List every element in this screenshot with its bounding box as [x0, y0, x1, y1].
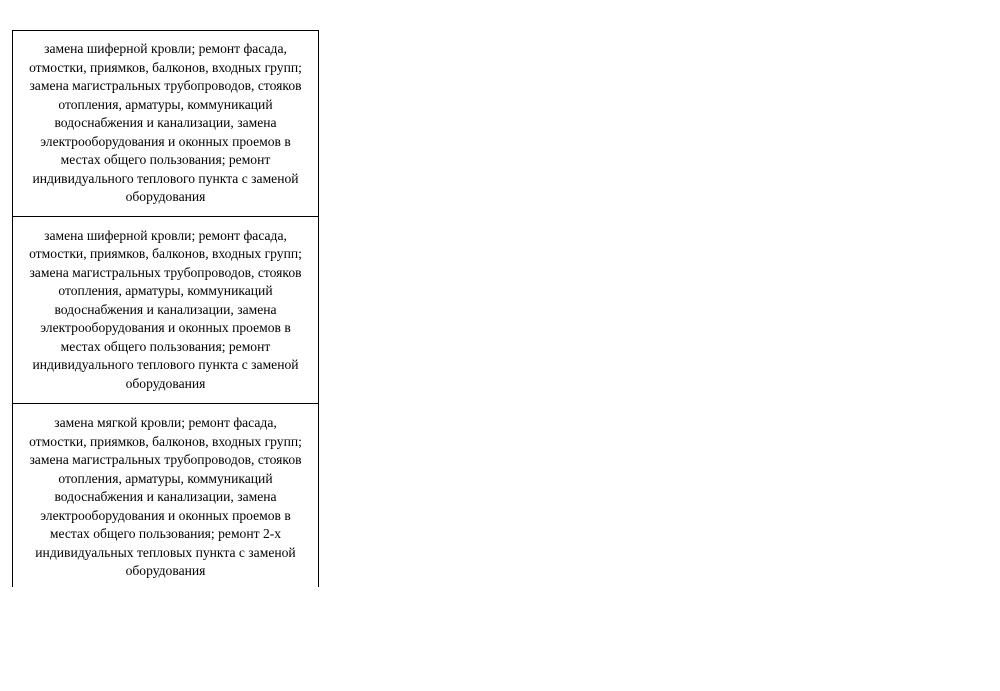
- table-body: [13, 31, 319, 587]
- work-description-table: [12, 30, 319, 587]
- table-row: [13, 31, 319, 217]
- cell-text: замена мягкой кровли; ремонт фасада, отмостки, приямков, балконов, входных групп; замена магистральных трубопроводов, стояков отопления, арматуры, коммуникаций водоснабжения и канализации, замена электрооборудования и оконных проемов в местах общего пользования; ремонт 2-х индивидуальных тепловых пункта с заменой оборудования: [29, 415, 302, 578]
- cell-text: замена шиферной кровли; ремонт фасада, отмостки, приямков, балконов, входных групп; замена магистральных трубопроводов, стояков отопления, арматуры, коммуникаций водоснабжения и канализации, замена электрооборудования и оконных проемов в местах общего пользования; ремонт индивидуального теплового пункта с заменой оборудования: [29, 227, 302, 391]
- table-cell: [13, 404, 319, 587]
- table-cell: [13, 217, 319, 404]
- table-row: [13, 217, 319, 404]
- table-row: [13, 404, 319, 587]
- table-cell: [13, 31, 319, 217]
- cell-text: замена шиферной кровли; ремонт фасада, отмостки, приямков, балконов, входных групп; замена магистральных трубопроводов, стояков отопления, арматуры, коммуникаций водоснабжения и канализации, замена электрооборудования и оконных проемов в местах общего пользования; ремонт индивидуального теплового пункта с заменой оборудования: [29, 41, 302, 205]
